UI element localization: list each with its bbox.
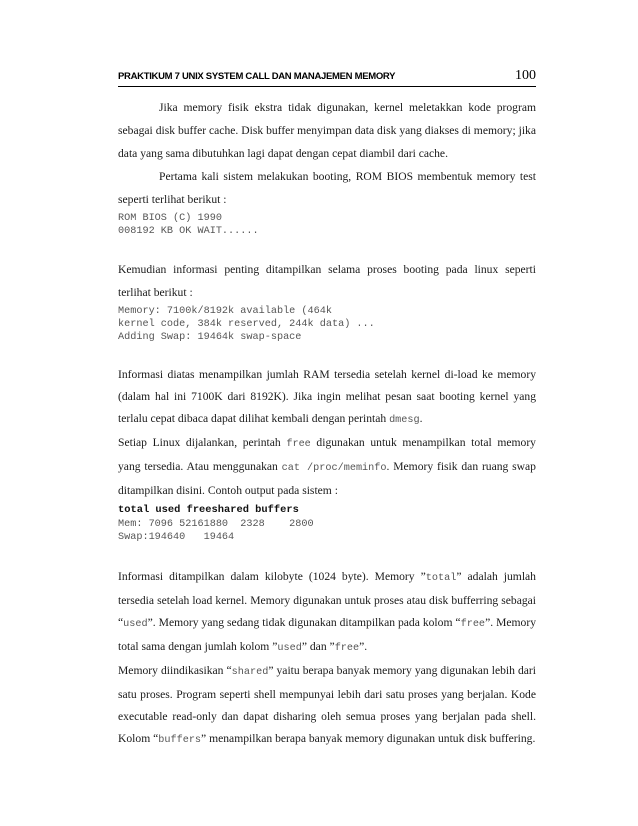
paragraph-boot-info: Kemudian informasi penting ditampilkan selama proses booting pada linux seperti terlihat berikut :	[118, 263, 536, 299]
text-span: ”. Memory yang sedang tidak digunakan ditampilkan pada kolom “	[147, 616, 461, 629]
text-span: ”.	[359, 640, 368, 653]
code-line: Swap:194640 19464	[118, 532, 235, 543]
code-line: Memory: 7100k/8192k available (464k	[118, 306, 332, 317]
command-dmesg: dmesg	[389, 415, 420, 426]
page-header	[118, 70, 536, 87]
paragraph-free-command	[118, 432, 536, 502]
header-title: PRAKTIKUM 7 UNIX SYSTEM CALL DAN MANAJEMEN MEMORY	[118, 71, 396, 82]
paragraph-disk-buffer: Jika memory fisik ekstra tidak digunakan, kernel meletakkan kode program sebagai disk buffer cache. Disk buffer menyimpan data disk yang diakses di memory; jika data yang sama dibutuhkan lagi dapat dengan cepat diambil dari cache.	[118, 101, 536, 160]
code-line: Mem: 7096 52161880 2328 2800	[118, 519, 314, 530]
column-used: used	[123, 619, 148, 630]
text-span: ”. Memory total sama dengan jumlah kolom ”	[118, 616, 537, 653]
code-line: ROM BIOS (C) 1990	[118, 213, 222, 224]
code-line: 008192 KB OK WAIT......	[118, 226, 259, 237]
column-total: total	[425, 573, 457, 584]
text-span: ” dan ”	[301, 640, 335, 653]
page-number: 100	[515, 68, 536, 83]
text-span: Memory diindikasikan “	[118, 664, 232, 677]
command-cat-meminfo: cat /proc/meminfo	[281, 463, 387, 474]
text-span: . Memory fisik dan ruang swap ditampilkan disini. Contoh output pada sistem :	[118, 460, 536, 497]
code-line: kernel code, 384k reserved, 244k data) ...	[118, 319, 375, 330]
code-block-free-output	[118, 502, 536, 544]
paragraph-ram-info	[118, 364, 536, 432]
document-body	[118, 96, 536, 752]
column-buffers: buffers	[158, 735, 202, 746]
code-block-bios	[118, 212, 536, 238]
code-header-line: total used freeshared buffers	[118, 504, 299, 516]
text-span: ” menampilkan berapa banyak memory digunakan untuk disk buffering.	[201, 732, 536, 745]
text-span: Informasi diatas menampilkan jumlah RAM tersedia setelah kernel di-load ke memory (dalam hal ini 7100K dari 8192K). Jika ingin melihat pesan saat booting kernel yang terlalu cepat dibaca dapat dilihat kembali dengan perintah	[118, 368, 536, 425]
paragraph-booting: Pertama kali sistem melakukan booting, ROM BIOS membentuk memory test seperti terlihat berikut :	[118, 170, 536, 206]
column-used: used	[277, 643, 302, 654]
column-free: free	[460, 619, 486, 630]
text-span: Setiap Linux dijalankan, perintah	[118, 436, 287, 449]
code-line: Adding Swap: 19464k swap-space	[118, 332, 302, 343]
paragraph-kilobyte-info	[118, 566, 536, 660]
text-span: ” yaitu berapa banyak memory yang digunakan lebih dari satu proses. Program seperti shell mempunyai lebih dari satu proses yang berjalan. Kode executable read-only dan dapat disharing oleh semua proses yang berjalan pada shell. Kolom “	[118, 664, 536, 745]
text-span: Informasi ditampilkan dalam kilobyte (1024 byte). Memory ”	[118, 570, 426, 583]
command-free: free	[286, 439, 311, 450]
text-span: digunakan untuk menampilkan total memory yang tersedia. Atau menggunakan	[118, 436, 536, 473]
column-free: free	[334, 643, 360, 654]
paragraph-shared-buffers	[118, 660, 536, 752]
text-span: ” adalah jumlah tersedia setelah load kernel. Memory digunakan untuk proses atau disk bufferring sebagai “	[118, 570, 536, 629]
code-block-memory	[118, 305, 536, 344]
column-shared: shared	[231, 667, 269, 678]
text-span: .	[419, 412, 423, 425]
